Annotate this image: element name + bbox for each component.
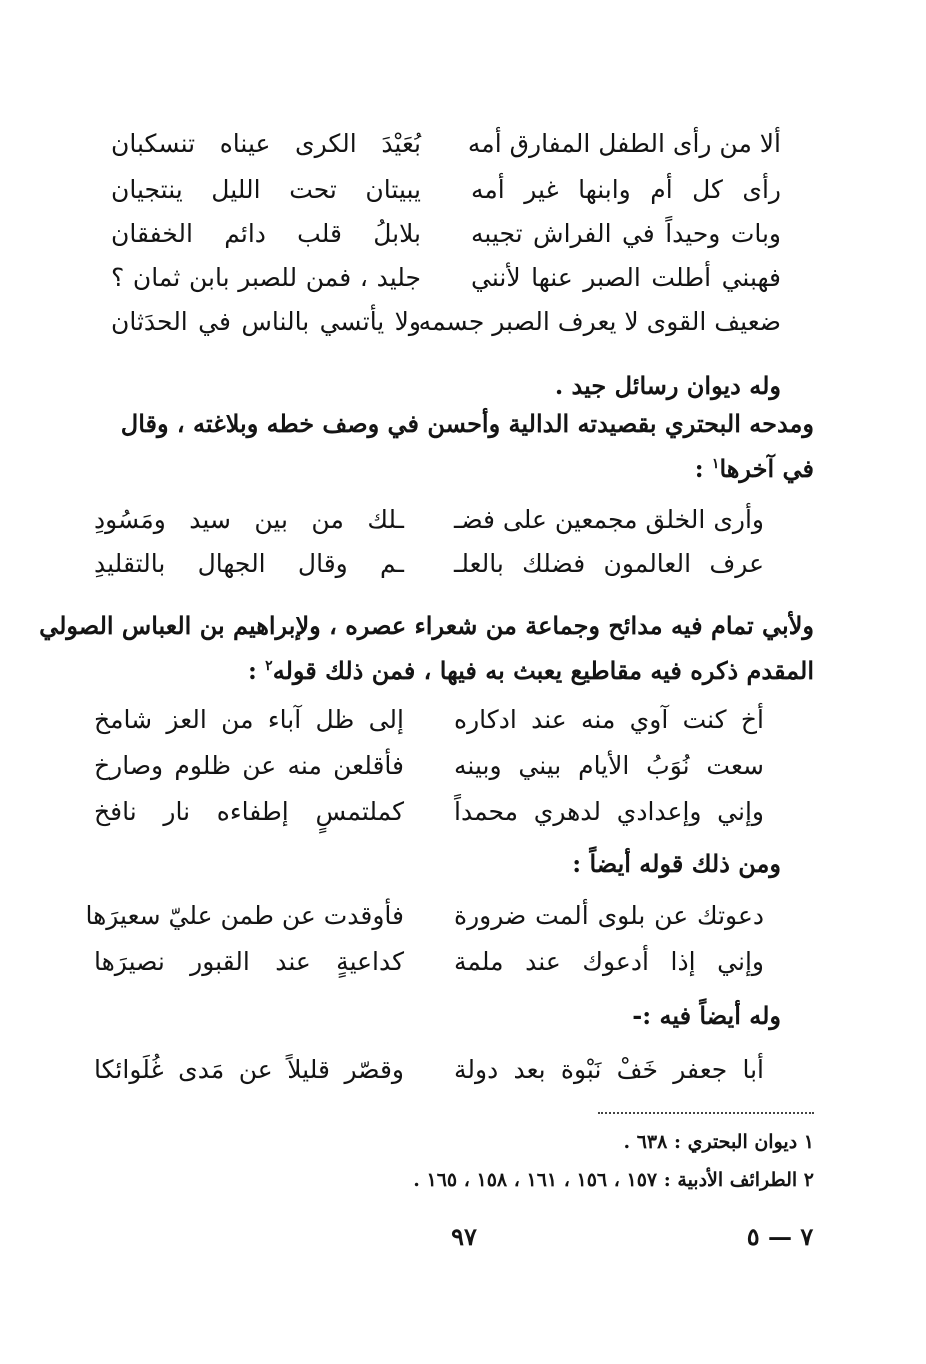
hemistich-second: ولا يأتسي بالناس في الحدَثان [111, 307, 421, 336]
hemistich-first: فهبني أطلت الصبر عنها لأنني [471, 263, 781, 292]
poem-verse [111, 260, 781, 296]
poem-verse [94, 944, 764, 980]
poem-verse [94, 1052, 764, 1088]
prose-text: المقدم ذكره فيه مقاطيع يعبث به فيها ، فمن ذلك قوله [272, 656, 814, 685]
hemistich-second: ـم وقال الجهال بالتقليدِ [94, 549, 404, 578]
hemistich-second: بلابلُ قلب دائم الخفقان [111, 219, 421, 248]
poem-verse [85, 898, 764, 934]
poem-verse [111, 216, 781, 252]
hemistich-second: كداعيةٍ عند القبور نصيرَها [94, 947, 404, 976]
footnote-ref: ١ [711, 456, 720, 472]
hemistich-first: ألا من رأى الطفل المفارق أمه [467, 129, 781, 158]
hemistich-second: فأوقدت عن طمن عليّ سعيرَها [85, 901, 404, 930]
prose-text: : [694, 454, 712, 483]
prose-line [695, 446, 814, 487]
poem-verse [94, 748, 764, 784]
prose-line: وله أيضاً فيه :- [632, 1001, 781, 1030]
poem-verse [111, 172, 781, 208]
hemistich-first: ضعيف القوى لا يعرف الصبر جسمه [418, 307, 781, 336]
prose-line: ومن ذلك قوله أيضاً : [572, 849, 781, 878]
hemistich-first: أبا جعفر خَفْ نَبْوة بعد دولة [454, 1055, 764, 1084]
prose-line [248, 648, 814, 689]
poem-verse [94, 546, 764, 582]
hemistich-second: ـلك من بين سيد ومَسُودِ [94, 505, 404, 534]
hemistich-first: أخ كنت آوي منه عند ادكاره [454, 705, 764, 734]
hemistich-second: وقصّر قليلاً عن مَدى غُلَوائكا [94, 1055, 404, 1084]
footnote: ١ ديوان البحتري : ٦٣٨ . [623, 1131, 814, 1153]
hemistich-second: فأقلعن منه عن ظلوم وصارخ [94, 751, 404, 780]
poem-verse [111, 126, 781, 162]
hemistich-first: وأرى الخلق مجمعين على فضـ [454, 505, 764, 534]
hemistich-first: وإني وإعدادي لدهري محمداً [454, 797, 764, 826]
hemistich-first: وإني إذا أدعوك عند ملمة [454, 947, 764, 976]
signature-mark: ٧ — ٥ [746, 1222, 814, 1251]
poem-verse [94, 502, 764, 538]
hemistich-second: جليد ، فمن للصبر بابن ثمان ؟ [111, 263, 421, 292]
hemistich-first: سعت نُوَبُ الأيام بيني وبينه [454, 751, 764, 780]
prose-line: وله ديوان رسائل جيد . [554, 371, 781, 400]
poem-verse [94, 794, 764, 830]
prose-text: في آخرها [719, 454, 814, 483]
hemistich-first: رأى كل أم وابنها غير أمه [471, 175, 781, 204]
prose-line: ولأبي تمام فيه مدائح وجماعة من شعراء عصره ، ولإبراهيم بن العباس الصولي [39, 611, 814, 640]
page-number: ٩٧ [451, 1222, 477, 1251]
prose-text: : [247, 656, 266, 685]
prose-line: ومدحه البحتري بقصيدته الدالية وأحسن في وصف خطه وبلاغته ، وقال [120, 409, 814, 438]
hemistich-first: دعوتك عن بلوى ألمت ضرورة [454, 901, 764, 930]
hemistich-second: بُعَيْدَ الكرى عيناه تنسكبان [111, 129, 421, 158]
hemistich-second: كملتمسٍ إطفاءه نار نافخ [94, 797, 404, 826]
footnote-divider [598, 1112, 814, 1114]
hemistich-second: يبيتان تحت الليل ينتجيان [111, 175, 421, 204]
footnote: ٢ الطرائف الأدبية : ١٥٧ ، ١٥٦ ، ١٦١ ، ١٥٨ ، ١٦٥ . [413, 1169, 814, 1191]
poem-verse [94, 702, 764, 738]
hemistich-first: عرف العالمون فضلك بالعلـ [454, 549, 764, 578]
footnote-ref: ٢ [265, 658, 273, 674]
poem-verse [111, 304, 781, 340]
hemistich-first: وبات وحيداً في الفراش تجيبه [471, 219, 781, 248]
hemistich-second: إلى ظل آباء من العز شامخ [94, 705, 404, 734]
